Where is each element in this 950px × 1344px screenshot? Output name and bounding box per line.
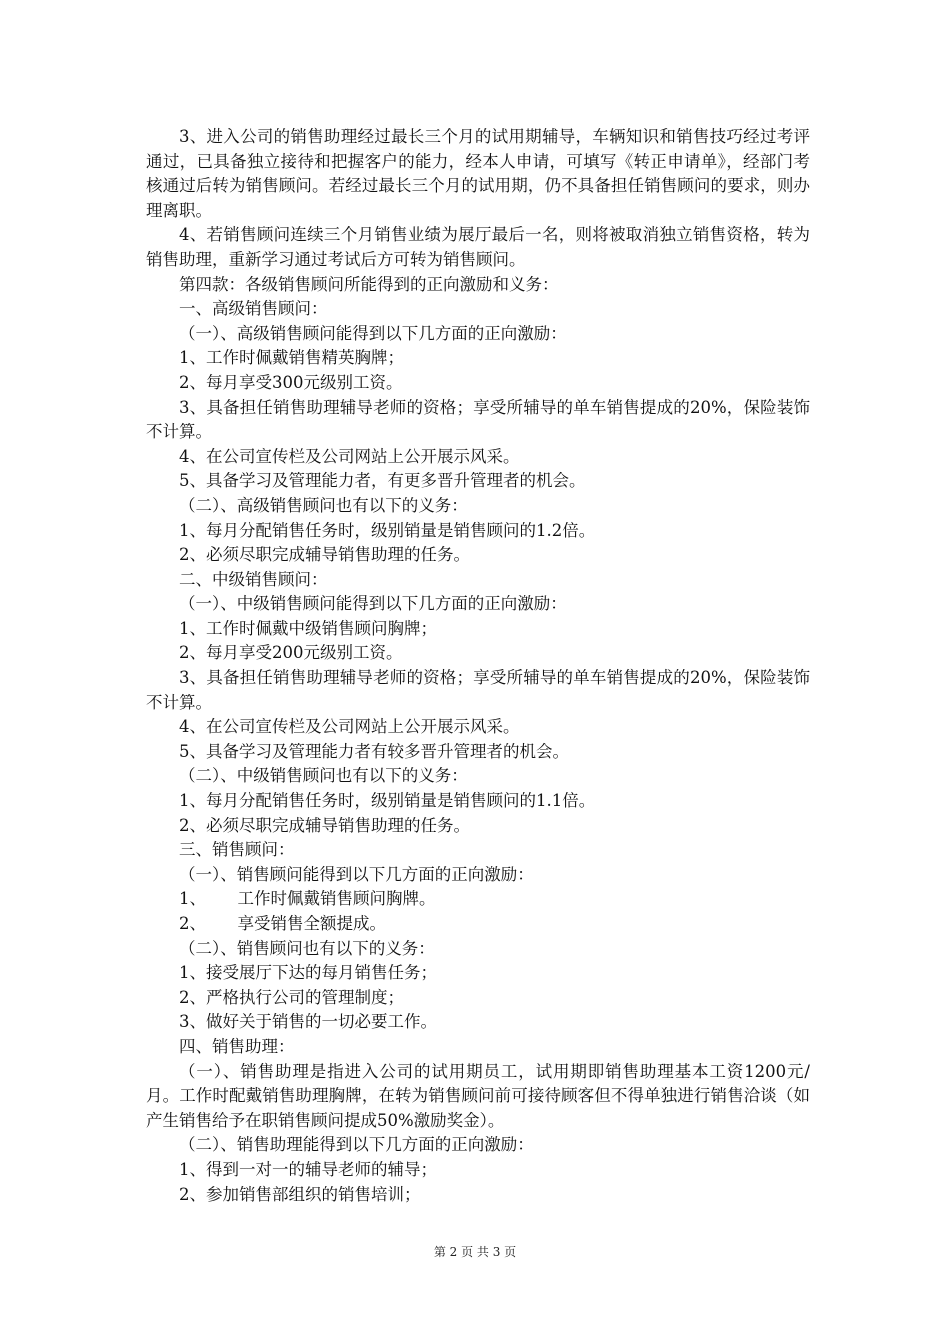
list-item: 2、每月享受300元级别工资。 (179, 372, 403, 392)
subsection-heading: （一）、销售顾问能得到以下几方面的正向激励： (179, 864, 534, 884)
list-item: 5、具备学习及管理能力者有较多晋升管理者的机会。 (179, 741, 569, 761)
section-heading: 第四款：各级销售顾问所能得到的正向激励和义务： (179, 274, 559, 294)
list-item: 2、严格执行公司的管理制度； (179, 987, 404, 1007)
list-item: 2、必须尽职完成辅导销售助理的任务。 (179, 545, 470, 565)
list-item: 1、工作时佩戴销售精英胸牌； (179, 348, 404, 368)
list-item: 1、每月分配销售任务时，级别销量是销售顾问的1.2倍。 (179, 520, 596, 540)
list-item: 5、具备学习及管理能力者，有更多晋升管理者的机会。 (179, 471, 586, 491)
paragraph: （一）、销售助理是指进入公司的试用期员工，试用期即销售助理基本工资1200元/月。工作时配戴销售助理胸牌，在转为销售顾问前可接待顾客但不得单独进行销售洽谈（如产生销售给予在职销售顾问提成50%激励奖金）。 (146, 1061, 810, 1130)
list-item: 2、 享受销售全额提成。 (179, 914, 386, 933)
subsection-heading: 三、销售顾问： (179, 840, 295, 860)
list-item: 1、 工作时佩戴销售顾问胸牌。 (179, 889, 436, 909)
document-body (146, 125, 810, 1207)
subsection-heading: （二）、中级销售顾问也有以下的义务： (179, 766, 468, 786)
subsection-heading: （一）、中级销售顾问能得到以下几方面的正向激励： (179, 594, 567, 614)
subsection-heading: 二、中级销售顾问： (179, 569, 328, 589)
subsection-heading: （一）、高级销售顾问能得到以下几方面的正向激励： (179, 323, 567, 343)
subsection-heading: 一、高级销售顾问： (179, 299, 328, 319)
list-item: 1、得到一对一的辅导老师的辅导； (179, 1159, 437, 1179)
list-item: 2、参加销售部组织的销售培训； (179, 1184, 421, 1204)
list-item: 1、每月分配销售任务时，级别销量是销售顾问的1.1倍。 (179, 791, 596, 811)
page-footer: 第 2 页 共 3 页 (433, 1245, 517, 1259)
list-item: 3、具备担任销售助理辅导老师的资格；享受所辅导的单车销售提成的20%，保险装饰不计算。 (146, 668, 810, 712)
subsection-heading: （二）、销售顾问也有以下的义务： (179, 938, 435, 958)
paragraph: 3、进入公司的销售助理经过最长三个月的试用期辅导，车辆知识和销售技巧经过考评通过，已具备独立接待和把握客户的能力，经本人申请，可填写《转正申请单》，经部门考核通过后转为销售顾问。若经过最长三个月的试用期，仍不具备担任销售顾问的要求，则办理离职。 (146, 127, 810, 220)
list-item: 2、必须尽职完成辅导销售助理的任务。 (179, 815, 470, 835)
paragraph: 4、若销售顾问连续三个月销售业绩为展厅最后一名，则将被取消独立销售资格，转为销售助理，重新学习通过考试后方可转为销售顾问。 (146, 225, 810, 269)
subsection-heading: 四、销售助理： (179, 1036, 295, 1056)
list-item: 3、做好关于销售的一切必要工作。 (179, 1012, 437, 1032)
list-item: 2、每月享受200元级别工资。 (179, 643, 403, 663)
list-item: 1、接受展厅下达的每月销售任务； (179, 963, 437, 983)
list-item: 3、具备担任销售助理辅导老师的资格；享受所辅导的单车销售提成的20%，保险装饰不计算。 (146, 397, 810, 442)
list-item: 4、在公司宣传栏及公司网站上公开展示风采。 (179, 717, 520, 737)
list-item: 4、在公司宣传栏及公司网站上公开展示风采。 (179, 446, 520, 466)
subsection-heading: （二）、高级销售顾问也有以下的义务： (179, 495, 468, 515)
list-item: 1、工作时佩戴中级销售顾问胸牌； (179, 618, 437, 638)
subsection-heading: （二）、销售助理能得到以下几方面的正向激励： (179, 1135, 534, 1155)
